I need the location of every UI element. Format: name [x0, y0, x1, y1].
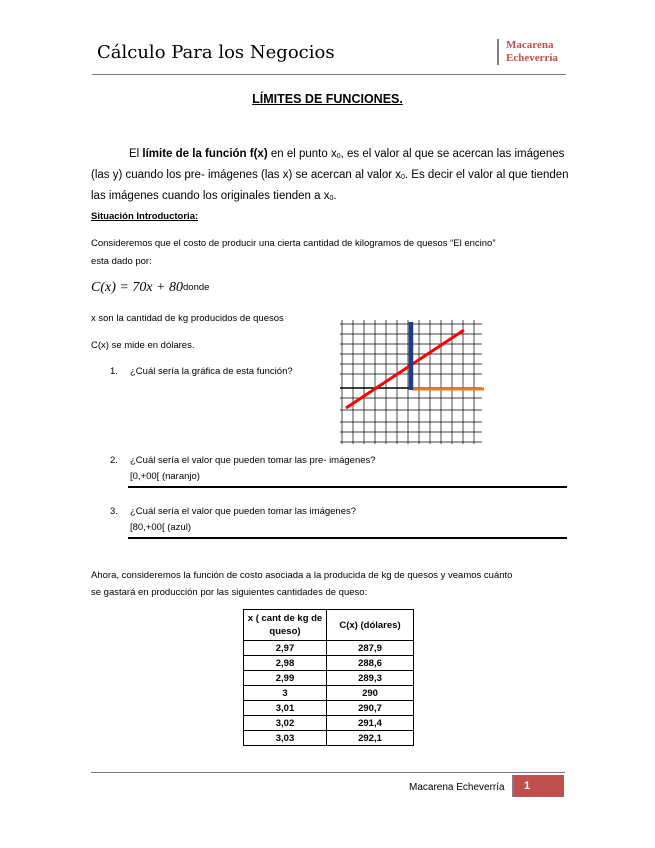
table-cell-cx: 290 — [327, 686, 414, 701]
page-number: 1 — [514, 775, 564, 797]
question-2-number: 2. — [110, 455, 118, 466]
header-author — [497, 39, 558, 65]
question-2-text: ¿Cuál sería el valor que pueden tomar las pre- imágenes? — [130, 455, 376, 466]
table-cell-x: 3 — [244, 686, 327, 701]
intro-line-2: esta dado por: — [91, 256, 152, 267]
table-cell-cx: 291,4 — [327, 716, 414, 731]
outro-line-2: se gastará en producción por las siguientes cantidades de queso: — [91, 587, 368, 598]
table-cell-cx: 288,6 — [327, 656, 414, 671]
table-header-x: x ( cant de kg de queso) — [244, 610, 327, 641]
table-header-row — [244, 610, 414, 641]
cost-function-graph — [336, 318, 486, 446]
table-cell-cx: 289,3 — [327, 671, 414, 686]
table-row — [244, 731, 414, 746]
x-definition: x son la cantidad de kg producidos de quesos — [91, 313, 284, 324]
header-divider — [92, 74, 566, 75]
answer-2-underline — [128, 486, 567, 488]
header-author-last: Echeverría — [506, 52, 558, 64]
table-cell-x: 2,99 — [244, 671, 327, 686]
table-cell-x: 3,03 — [244, 731, 327, 746]
def-part3: , es el valor al que se acercan las imágenes (las y) cuando los pre- imágenes (las x) se acercan al valor x — [91, 148, 565, 181]
table-row — [244, 641, 414, 656]
answer-3-underline — [128, 537, 567, 539]
question-1-number: 1. — [110, 366, 118, 377]
def-sub2: 0 — [401, 174, 405, 181]
table-cell-cx: 290,7 — [327, 701, 414, 716]
cost-formula: C(x) = 70x + 80 — [91, 280, 183, 295]
footer-divider — [91, 772, 565, 773]
table-cell-x: 3,02 — [244, 716, 327, 731]
question-3-text: ¿Cuál sería el valor que pueden tomar las imágenes? — [130, 506, 357, 517]
def-part4: . Es decir el valor al que tienden las imágenes cuando los originales tienden a x — [91, 169, 569, 202]
section-title: Situación Introductoria: — [91, 211, 199, 222]
table-cell-x: 2,98 — [244, 656, 327, 671]
question-1-text: ¿Cuál sería la gráfica de esta función? — [130, 366, 293, 377]
values-table — [243, 609, 414, 746]
def-part2: en el punto x — [267, 148, 337, 160]
document-title: Cálculo Para los Negocios — [97, 42, 335, 63]
def-sub1: 0 — [336, 153, 341, 160]
footer-author: Macarena Echeverría — [409, 782, 505, 793]
table-row — [244, 686, 414, 701]
question-2-answer: [0,+00[ (naranjo) — [130, 471, 200, 482]
table-cell-cx: 287,9 — [327, 641, 414, 656]
question-3-answer: [80,+00[ (azul) — [130, 522, 191, 533]
def-bold: límite de la función f(x) — [142, 148, 268, 160]
def-sub3: 0 — [329, 195, 334, 202]
table-row — [244, 656, 414, 671]
table-row — [244, 716, 414, 731]
outro-line-1: Ahora, consideremos la función de costo asociada a la producida de kg de quesos y veamos cuánto — [91, 570, 513, 581]
header-author-first: Macarena — [506, 39, 554, 51]
question-3-number: 3. — [110, 506, 118, 517]
intro-line-1: Consideremos que el costo de producir una cierta cantidad de kilogramos de quesos “El encino” — [91, 238, 496, 249]
table-cell-cx: 292,1 — [327, 731, 414, 746]
table-row — [244, 671, 414, 686]
def-part5: . — [333, 190, 337, 202]
definition-paragraph — [91, 145, 569, 208]
formula-suffix: donde — [183, 282, 210, 293]
table-cell-x: 3,01 — [244, 701, 327, 716]
def-part1: El — [129, 148, 143, 160]
page-heading: LÍMITES DE FUNCIONES. — [252, 92, 403, 106]
table-cell-x: 2,97 — [244, 641, 327, 656]
table-header-cx: C(x) (dólares) — [327, 610, 414, 641]
c-definition: C(x) se mide en dólares. — [91, 340, 195, 351]
table-row — [244, 701, 414, 716]
